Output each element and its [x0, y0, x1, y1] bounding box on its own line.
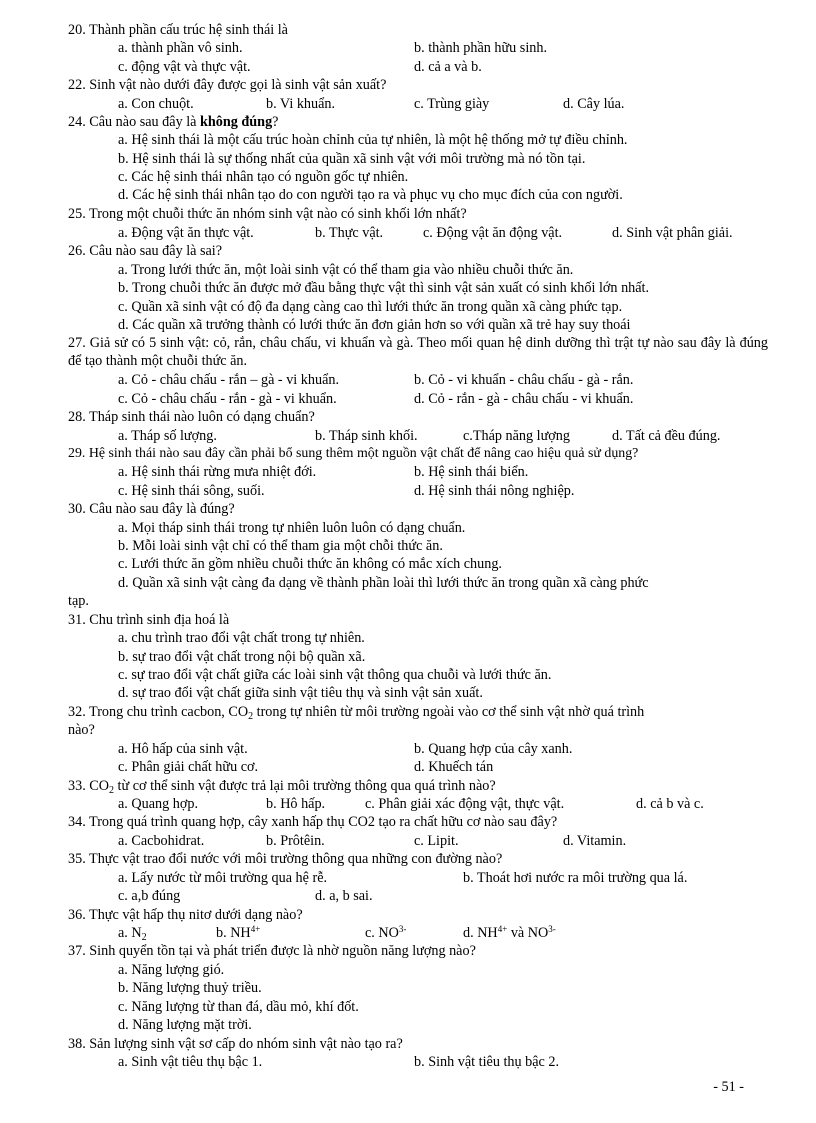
- question-31-option-b: b. sự trao đổi vật chất trong nội bộ quần xã.: [118, 649, 366, 665]
- question-31-stem: 31. Chu trình sinh địa hoá là: [68, 612, 230, 628]
- question-20-option-d: d. cả a và b.: [414, 59, 482, 75]
- question-30-option-b: b. Mỗi loài sinh vật chỉ có thể tham gia một chỗi thức ăn.: [118, 538, 443, 554]
- question-34-option-a: a. Cacbohidrat.: [118, 833, 205, 849]
- question-29-stem: 29. Hệ sinh thái nào sau đây cần phải bổ sung thêm một nguồn vật chất để nâng cao hiệu quả sử dụng?: [68, 446, 639, 461]
- question-36-stem: 36. Thực vật hấp thụ nitơ dưới dạng nào?: [68, 907, 303, 923]
- question-20-option-c: c. động vật và thực vật.: [118, 59, 251, 75]
- question-24-option-d: d. Các hệ sinh thái nhân tạo do con người tạo ra và phục vụ cho mục đích của con người.: [118, 187, 623, 203]
- question-35-stem: 35. Thực vật trao đổi nước với môi trường thông qua những con đường nào?: [68, 851, 503, 867]
- question-33-stem: 33. $CO_2$ từ cơ thể sinh vật được trả lại môi trường thông qua quá trình nào?: [68, 778, 496, 796]
- question-20-option-b: b. thành phần hữu sinh.: [414, 40, 548, 56]
- question-32-option-c: c. Phân giải chất hữu cơ.: [118, 759, 259, 775]
- question-30-option-a: a. Mọi tháp sinh thái trong tự nhiên luôn luôn có dạng chuẩn.: [118, 520, 466, 536]
- question-32-option-d: d. Khuếch tán: [414, 759, 494, 775]
- question-31-option-c: c. sự trao đổi vật chất giữa các loài sinh vật thông qua chuỗi và lưới thức ăn.: [118, 667, 552, 683]
- question-36-option-c: c. $NO^{3-}$: [365, 924, 407, 941]
- question-25-option-d: d. Sinh vật phân giải.: [612, 225, 733, 241]
- question-29-option-b: b. Hệ sinh thái biển.: [414, 464, 529, 480]
- question-24-stem: 24. Câu nào sau đây là không đúng?: [68, 114, 279, 130]
- question-33-option-c: c. Phân giải xác động vật, thực vật.: [365, 796, 565, 812]
- question-25-option-c: c. Động vật ăn động vật.: [423, 225, 563, 241]
- question-27-stem: 27. Giả sử có 5 sinh vật: cỏ, rắn, châu chấu, vi khuẩn và gà. Theo mối quan hệ dinh dưỡng thì trật tự nào sau đây là đúng để tạo thành một chuỗi thức ăn.: [68, 335, 768, 369]
- question-33-option-d: d. cả b và c.: [636, 796, 704, 812]
- question-37-stem: 37. Sinh quyển tồn tại và phát triển được là nhờ nguồn năng lượng nào?: [68, 943, 476, 959]
- question-27-option-c: c. Cỏ - châu chấu - rắn - gà - vi khuẩn.: [118, 391, 337, 407]
- question-30-stem: 30. Câu nào sau đây là đúng?: [68, 501, 235, 517]
- page-number: - 51 -: [713, 1079, 744, 1095]
- question-38-option-a: a. Sinh vật tiêu thụ bậc 1.: [118, 1054, 263, 1070]
- question-37-option-b: b. Năng lượng thuỷ triều.: [118, 980, 262, 996]
- question-29-option-d: d. Hệ sinh thái nông nghiệp.: [414, 483, 575, 499]
- question-26-stem: 26. Câu nào sau đây là sai?: [68, 243, 223, 259]
- question-20-option-a: a. thành phần vô sinh.: [118, 40, 243, 56]
- question-28-option-d: d. Tất cả đều đúng.: [612, 428, 721, 444]
- question-25-option-b: b. Thực vật.: [315, 225, 384, 241]
- question-29-option-c: c. Hệ sinh thái sông, suối.: [118, 483, 265, 499]
- question-26-option-a: a. Trong lưới thức ăn, một loài sinh vật có thể tham gia vào nhiều chuỗi thức ăn.: [118, 262, 574, 278]
- question-35-option-d: d. a, b sai.: [315, 888, 373, 904]
- question-24-option-b: b. Hệ sinh thái là sự thống nhất của quần xã sinh vật với môi trường mà nó tồn tại.: [118, 151, 586, 167]
- question-36-option-b: b. $NH^{4+}$: [216, 924, 261, 941]
- question-22-option-d: d. Cây lúa.: [563, 96, 625, 112]
- question-28-option-b: b. Tháp sinh khối.: [315, 428, 418, 444]
- question-26-option-b: b. Trong chuỗi thức ăn được mở đầu bằng thực vật thì sinh vật sản xuất có sinh khối lớn nhất.: [118, 280, 650, 296]
- question-35-option-b: b. Thoát hơi nước ra môi trường qua lá.: [463, 870, 688, 886]
- question-31-option-d: d. sự trao đổi vật chất giữa sinh vật tiêu thụ và sinh vật sản xuất.: [118, 685, 483, 701]
- question-27-option-a: a. Cỏ - châu chấu - rắn – gà - vi khuẩn.: [118, 372, 340, 388]
- question-37-option-a: a. Năng lượng gió.: [118, 962, 225, 978]
- question-38-stem: 38. Sản lượng sinh vật sơ cấp do nhóm sinh vật nào tạo ra?: [68, 1036, 403, 1052]
- question-22-option-b: b. Vi khuẩn.: [266, 96, 336, 112]
- question-35-option-c: c. a,b đúng: [118, 888, 181, 904]
- question-28-option-a: a. Tháp số lượng.: [118, 428, 217, 444]
- question-24-option-a: a. Hệ sinh thái là một cấu trúc hoàn chỉnh của tự nhiên, là một hệ thống mở tự điều chỉnh.: [118, 132, 628, 148]
- question-38-option-b: b. Sinh vật tiêu thụ bậc 2.: [414, 1054, 560, 1070]
- question-22-stem: 22. Sinh vật nào dưới đây được gọi là sinh vật sản xuất?: [68, 77, 387, 93]
- question-34-option-d: d. Vitamin.: [563, 833, 627, 849]
- question-24-option-c: c. Các hệ sinh thái nhân tạo có nguồn gốc tự nhiên.: [118, 169, 409, 185]
- question-36-option-a: a. $N_2$: [118, 925, 147, 943]
- question-25-stem: 25. Trong một chuỗi thức ăn nhóm sinh vật nào có sinh khối lớn nhất?: [68, 206, 467, 222]
- question-25-option-a: a. Động vật ăn thực vật.: [118, 225, 254, 241]
- question-34-stem: 34. Trong quá trình quang hợp, cây xanh hấp thụ CO2 tạo ra chất hữu cơ nào sau đây?: [68, 814, 558, 830]
- question-31-option-a: a. chu trình trao đổi vật chất trong tự nhiên.: [118, 630, 365, 646]
- emphasis-not-correct: không đúng: [200, 114, 273, 130]
- question-36-option-d: d. $NH^{4+}$ và $NO^{3-}$: [463, 924, 556, 941]
- question-33-option-b: b. Hô hấp.: [266, 796, 326, 812]
- question-22-option-a: a. Con chuột.: [118, 96, 194, 112]
- question-37-option-c: c. Năng lượng từ than đá, dầu mỏ, khí đốt.: [118, 999, 359, 1015]
- question-35-option-a: a. Lấy nước từ môi trường qua hệ rễ.: [118, 870, 328, 886]
- question-28-option-c: c.Tháp năng lượng: [463, 428, 570, 444]
- question-28-stem: 28. Tháp sinh thái nào luôn có dạng chuẩn?: [68, 409, 315, 425]
- question-34-option-c: c. Lipit.: [414, 833, 459, 849]
- question-32-option-a: a. Hô hấp của sinh vật.: [118, 741, 248, 757]
- question-29-option-a: a. Hệ sinh thái rừng mưa nhiệt đới.: [118, 464, 317, 480]
- question-30-option-d-continued: tạp.: [68, 593, 89, 609]
- question-32-option-b: b. Quang hợp của cây xanh.: [414, 741, 573, 757]
- question-33-option-a: a. Quang hợp.: [118, 796, 198, 812]
- question-30-option-d: d. Quần xã sinh vật càng đa dạng về thành phần loài thì lưới thức ăn trong quần xã càng phức: [118, 575, 649, 591]
- question-37-option-d: d. Năng lượng mặt trời.: [118, 1017, 252, 1033]
- question-30-option-c: c. Lưới thức ăn gồm nhiều chuỗi thức ăn không có mắc xích chung.: [118, 556, 502, 572]
- question-27-option-d: d. Cỏ - rắn - gà - châu chấu - vi khuẩn.: [414, 391, 634, 407]
- question-20-stem: 20. Thành phần cấu trúc hệ sinh thái là: [68, 22, 288, 38]
- question-26-option-d: d. Các quần xã trưởng thành có lưới thức ăn đơn giản hơn so với quần xã trẻ hay suy thoái: [118, 317, 631, 333]
- question-32-stem: 32. Trong chu trình cacbon, $CO_2$ trong tự nhiên từ môi trường ngoài vào cơ thể sinh vật nhờ quá trình: [68, 704, 645, 722]
- question-22-option-c: c. Trùng giày: [414, 96, 490, 112]
- question-32-stem-continued: nào?: [68, 722, 95, 738]
- question-34-option-b: b. Prôtêin.: [266, 833, 325, 849]
- question-26-option-c: c. Quần xã sinh vật có độ đa dạng càng cao thì lưới thức ăn trong quần xã càng phức tạp.: [118, 299, 623, 315]
- question-27-option-b: b. Cỏ - vi khuẩn - châu chấu - gà - rắn.: [414, 372, 634, 388]
